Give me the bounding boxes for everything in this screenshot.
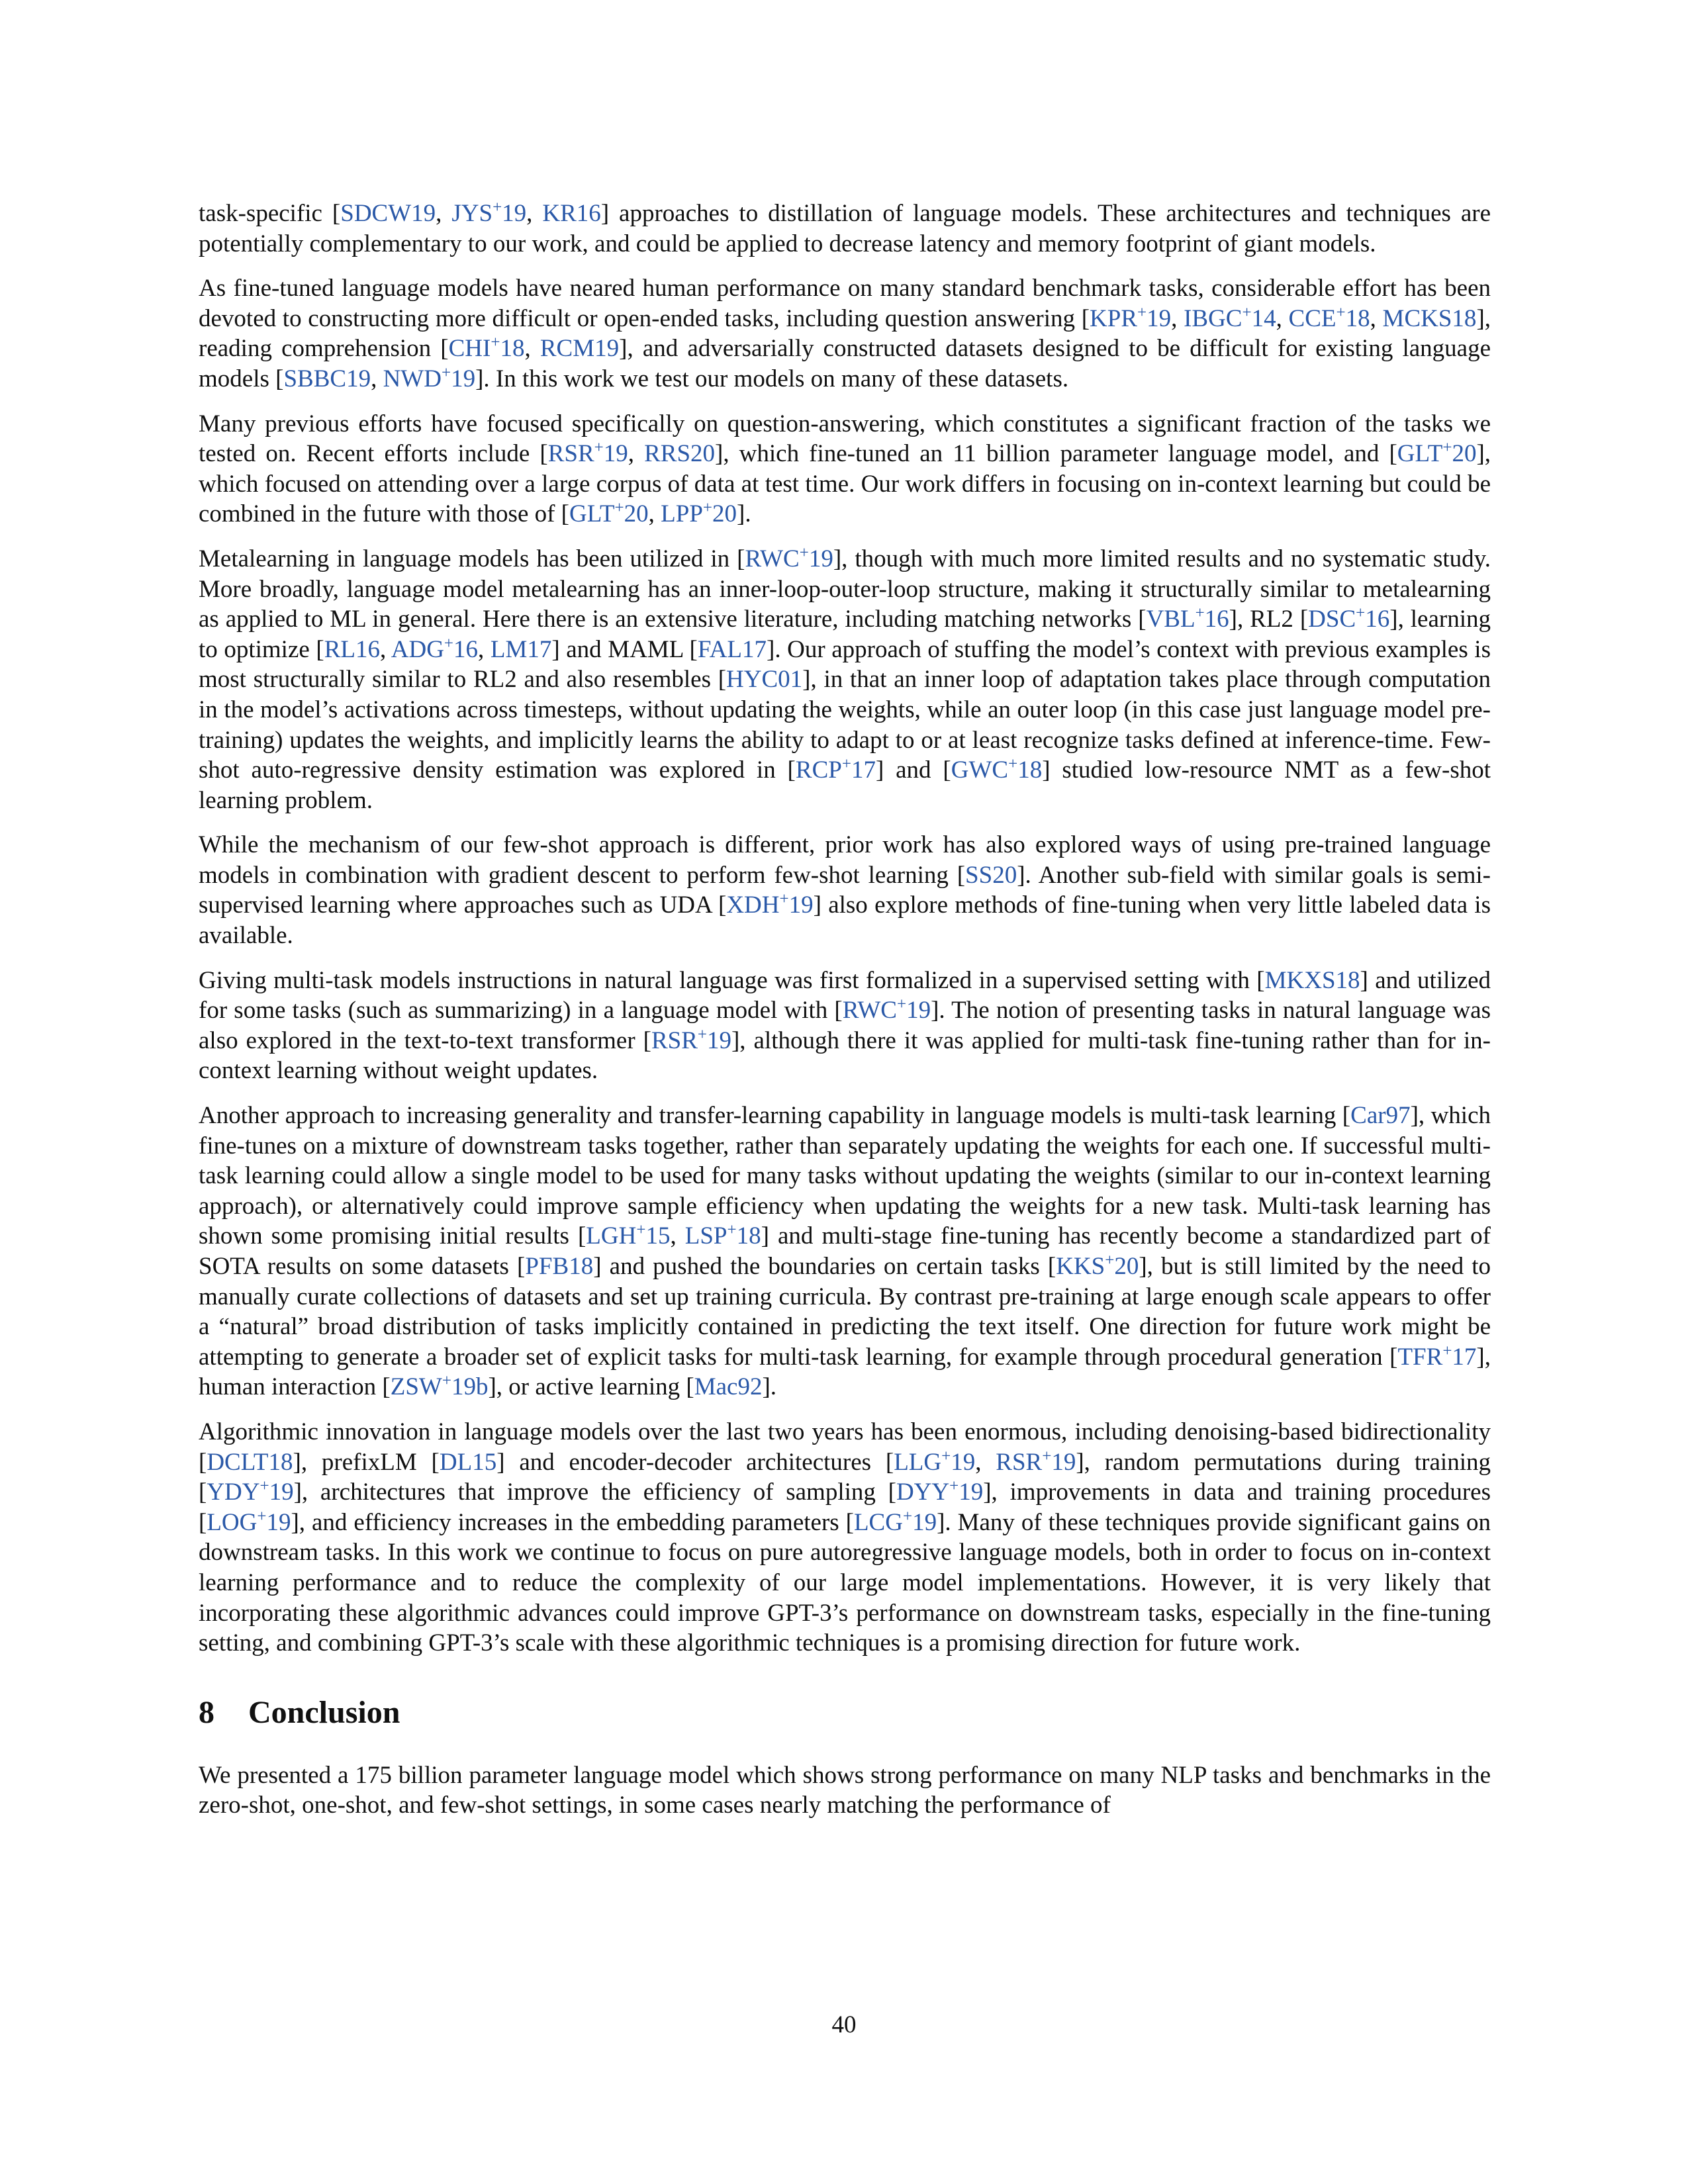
citation-superscript: + xyxy=(259,1477,269,1496)
citation-key: LLG xyxy=(894,1448,942,1476)
paragraph-text: ]. The notion of presenting tasks in natural language was also explored in the text-to-text transformer [ xyxy=(199,997,1491,1054)
citation-year: 18 xyxy=(1017,756,1043,784)
citation-link[interactable] xyxy=(1397,440,1477,467)
citation-key: PFB18 xyxy=(525,1253,594,1280)
citation-key: YDY xyxy=(207,1479,260,1506)
citation-link[interactable] xyxy=(569,500,649,527)
citation-link[interactable] xyxy=(207,1509,291,1536)
paragraph-text: ], random permutations during training [ xyxy=(199,1448,1491,1506)
citation-year: 19 xyxy=(269,1479,294,1506)
citation-key: LSP xyxy=(684,1222,727,1250)
citation-link[interactable] xyxy=(951,756,1042,784)
paragraph xyxy=(199,1417,1491,1659)
citation-superscript: + xyxy=(1356,604,1366,623)
paragraph-text: We presented a 175 billion parameter language model which shows strong performance on many NLP tasks and benchmarks in the zero-shot, one-shot, and few-shot settings, in some cases nearly matching the performance of xyxy=(199,1761,1491,1819)
paragraph-text: Another approach to increasing generality and transfer-learning capability in language models is multi-task learning [ xyxy=(199,1102,1351,1130)
citation-link[interactable] xyxy=(685,1222,761,1250)
citation-year: 19 xyxy=(912,1508,937,1536)
citation-year: 16 xyxy=(1365,606,1390,633)
citation-superscript: + xyxy=(491,334,500,352)
citation-link[interactable] xyxy=(525,1253,593,1280)
paragraph-text: ], learning to optimize [ xyxy=(199,606,1491,663)
paragraph-text: ] and utilized for some tasks (such as summarizing) in a language model with [ xyxy=(199,966,1491,1024)
citation-superscript: + xyxy=(492,199,502,216)
citation-key: KR16 xyxy=(542,200,601,227)
citation-year: 19 xyxy=(808,545,833,572)
citation-link[interactable] xyxy=(694,1373,763,1400)
paragraph-text: ], reading comprehension [ xyxy=(199,304,1491,363)
citation-year: 18 xyxy=(500,335,525,363)
citation-link[interactable] xyxy=(661,500,737,527)
citation-superscript: + xyxy=(594,439,604,457)
citation-year: 16 xyxy=(1204,606,1229,633)
citation-superscript: + xyxy=(1442,439,1452,457)
citation-year: 19 xyxy=(451,365,476,392)
citation-key: XDH xyxy=(726,891,780,919)
paragraph-text: ] also explore methods of fine-tuning when very little labeled data is available. xyxy=(199,891,1491,950)
paragraph-text: ] and [ xyxy=(875,756,951,784)
paragraph-text: Giving multi-task models instructions in natural language was first formalized in a supervised setting with [ xyxy=(199,966,1265,994)
citation-key: RRS20 xyxy=(644,440,716,468)
citation-superscript: + xyxy=(799,543,809,562)
paragraph-text: ], and efficiency increases in the embedding parameters [ xyxy=(291,1508,854,1536)
citation-key: MKXS18 xyxy=(1264,966,1360,994)
citation-link[interactable] xyxy=(283,365,371,392)
citation-superscript: + xyxy=(257,1507,267,1525)
citation-superscript: + xyxy=(1137,303,1147,322)
citation-link[interactable] xyxy=(1056,1253,1139,1280)
citation-key: HYC01 xyxy=(726,666,803,694)
citation-link[interactable] xyxy=(586,1222,670,1250)
paragraph-text: ], improvements in data and training procedures [ xyxy=(199,1479,1491,1536)
citation-superscript: + xyxy=(636,1221,646,1240)
paragraph xyxy=(199,1760,1491,1821)
paragraph-text: ] and multi-stage fine-tuning has recently become a standardized part of SOTA results on some datasets [ xyxy=(199,1222,1491,1280)
citation-link[interactable] xyxy=(391,1373,489,1400)
paragraph-text: ], or active learning [ xyxy=(488,1373,694,1401)
citation-link[interactable] xyxy=(1090,305,1171,332)
paragraph-text: ] and pushed the boundaries on certain tasks [ xyxy=(593,1253,1056,1280)
citation-year: 19 xyxy=(788,891,814,919)
citation-superscript: + xyxy=(1042,1447,1052,1465)
citation-link[interactable] xyxy=(896,1479,983,1506)
paragraph-text: ], although there it was applied for multi-task fine-tuning rather than for in-context learning without weight updates. xyxy=(199,1026,1491,1085)
paragraph-text: ]. xyxy=(737,500,751,528)
citation-key: SS20 xyxy=(965,861,1017,889)
citation-key: Mac92 xyxy=(694,1373,763,1401)
paragraph-text: , xyxy=(379,635,391,663)
citation-year: 20 xyxy=(1114,1253,1139,1280)
paragraph-text: ], which focused on attending over a large corpus of data at test time. Our work differs in focusing on in-context learning but could be combined in the future with those of [ xyxy=(199,440,1491,528)
citation-link[interactable] xyxy=(1289,305,1370,332)
citation-year: 20 xyxy=(624,500,649,528)
paragraph-text: ]. xyxy=(762,1373,777,1401)
citation-year: 16 xyxy=(453,635,479,663)
citation-link[interactable] xyxy=(207,1479,293,1506)
related-work-paragraphs xyxy=(199,199,1491,1659)
paragraph-text: , xyxy=(524,335,540,363)
citation-superscript: + xyxy=(697,1025,707,1044)
citation-year: 17 xyxy=(1452,1343,1477,1371)
citation-link[interactable] xyxy=(644,440,715,467)
citation-key: RCP xyxy=(795,756,842,784)
citation-year: 15 xyxy=(645,1222,671,1250)
paragraph-text: , xyxy=(1171,304,1184,332)
paragraph-text: As fine-tuned language models have neared human performance on many standard benchmark tasks, considerable effort has been devoted to constructing more difficult or open-ended tasks, including question answering [ xyxy=(199,275,1491,332)
citation-key: GWC xyxy=(951,756,1009,784)
citation-superscript: + xyxy=(941,1447,951,1465)
citation-link[interactable] xyxy=(391,636,478,663)
citation-link[interactable] xyxy=(843,997,931,1024)
citation-superscript: + xyxy=(1242,303,1252,322)
citation-key: ZSW xyxy=(390,1373,442,1401)
citation-link[interactable] xyxy=(726,891,813,919)
paragraph-text: ], and adversarially constructed datasets designed to be difficult for existing language models [ xyxy=(199,335,1491,392)
paragraph-text: , xyxy=(1276,304,1289,332)
citation-key: DL15 xyxy=(439,1448,497,1476)
citation-year: 19 xyxy=(266,1508,291,1536)
paragraph-text: ], in that an inner loop of adaptation takes place through computation in the model’s activations across timesteps, without updating the weights, while an outer loop (in this case just language model pre-training) updates the weights, and implicitly learns the ability to adapt to or at least recognize tasks defined at inference-time. Few-shot auto-regressive density estimation was explored in [ xyxy=(199,666,1491,784)
citation-link[interactable] xyxy=(965,862,1017,889)
citation-key: TFR xyxy=(1397,1343,1443,1371)
citation-key: LGH xyxy=(586,1222,637,1250)
paragraph-text: , xyxy=(628,440,645,468)
citation-link[interactable] xyxy=(207,1449,293,1476)
paragraph-text: ] approaches to distillation of language models. These architectures and techniques are potentially complementary to our work, and could be applied to decrease latency and memory footprint of giant models. xyxy=(199,200,1491,257)
paragraph-text: ]. Another sub-field with similar goals is semi-supervised learning where approaches such as UDA [ xyxy=(199,861,1491,919)
citation-link[interactable] xyxy=(548,440,628,467)
citation-key: CCE xyxy=(1288,304,1336,332)
citation-year: 19 xyxy=(906,997,931,1024)
citation-key: LM17 xyxy=(490,635,552,663)
citation-link[interactable] xyxy=(894,1449,975,1476)
citation-link[interactable] xyxy=(440,1449,496,1476)
paragraph-text: , xyxy=(478,635,491,663)
paragraph xyxy=(199,273,1491,394)
paragraph-text: Algorithmic innovation in language models over the last two years has been enormous, including denoising-based bidirectionality [ xyxy=(199,1418,1491,1476)
citation-superscript: + xyxy=(841,755,851,774)
citation-key: GLT xyxy=(569,500,615,528)
citation-key: MCKS18 xyxy=(1382,304,1477,332)
citation-key: RSR xyxy=(651,1026,698,1054)
citation-superscript: + xyxy=(614,499,624,518)
citation-link[interactable] xyxy=(796,756,876,784)
citation-superscript: + xyxy=(1336,303,1346,322)
citation-year: 19b xyxy=(451,1373,489,1401)
citation-key: LOG xyxy=(207,1508,258,1536)
paragraph-text: , xyxy=(371,365,383,392)
citation-year: 19 xyxy=(603,440,628,468)
paragraph xyxy=(199,544,1491,815)
citation-superscript: + xyxy=(896,995,907,1014)
citation-key: RWC xyxy=(842,997,897,1024)
paragraph xyxy=(199,966,1491,1086)
citation-key: ADG xyxy=(391,635,444,663)
citation-link[interactable] xyxy=(451,200,526,227)
citation-link[interactable] xyxy=(449,335,525,362)
citation-key: VBL xyxy=(1146,606,1196,633)
paragraph-text: ], human interaction [ xyxy=(199,1343,1491,1401)
paragraph-text: ], which fine-tuned an 11 billion parameter language model, and [ xyxy=(715,440,1397,468)
citation-superscript: + xyxy=(727,1221,737,1240)
citation-link[interactable] xyxy=(1308,606,1389,633)
paper-page xyxy=(199,199,1491,1835)
paragraph-text: ], prefixLM [ xyxy=(293,1448,440,1476)
section-title: Conclusion xyxy=(248,1694,400,1730)
citation-link[interactable] xyxy=(540,335,619,362)
citation-link[interactable] xyxy=(854,1509,937,1536)
citation-link[interactable] xyxy=(698,636,767,663)
paragraph-text: ]. In this work we test our models on many of these datasets. xyxy=(475,365,1069,392)
citation-key: DSC xyxy=(1308,606,1356,633)
citation-link[interactable] xyxy=(324,636,380,663)
citation-superscript: + xyxy=(1008,755,1018,774)
paragraph-text: , xyxy=(670,1222,685,1250)
citation-superscript: + xyxy=(902,1507,913,1525)
paragraph-text: , xyxy=(1370,304,1383,332)
paragraph-text: While the mechanism of our few-shot approach is different, prior work has also explored ways of using pre-trained language models in combination with gradient descent to perform few-shot learning [ xyxy=(199,831,1491,889)
citation-link[interactable] xyxy=(1350,1102,1410,1129)
paragraph-text: ] and MAML [ xyxy=(551,635,698,663)
paragraph-text: Many previous efforts have focused specifically on question-answering, which constitutes a significant fraction of the tasks we tested on. Recent efforts include [ xyxy=(199,410,1491,468)
citation-superscript: + xyxy=(1105,1251,1115,1269)
citation-key: RCM19 xyxy=(539,335,620,363)
paragraph-text: ] studied low-resource NMT as a few-shot learning problem. xyxy=(199,756,1491,814)
citation-year: 19 xyxy=(959,1479,984,1506)
paragraph-text: ], RL2 [ xyxy=(1229,606,1309,633)
paragraph xyxy=(199,409,1491,529)
citation-link[interactable] xyxy=(745,545,833,572)
citation-link[interactable] xyxy=(1397,1343,1476,1371)
citation-link[interactable] xyxy=(1147,606,1229,633)
citation-key: RSR xyxy=(547,440,594,468)
citation-link[interactable] xyxy=(996,1449,1076,1476)
conclusion-paragraphs xyxy=(199,1760,1491,1821)
citation-key: DCLT18 xyxy=(207,1448,293,1476)
citation-year: 14 xyxy=(1251,304,1276,332)
paragraph-text: ] and encoder-decoder architectures [ xyxy=(496,1448,894,1476)
citation-year: 20 xyxy=(1452,440,1477,468)
citation-key: GLT xyxy=(1397,440,1443,468)
citation-year: 18 xyxy=(736,1222,761,1250)
citation-year: 19 xyxy=(1147,304,1172,332)
citation-link[interactable] xyxy=(651,1027,731,1054)
citation-superscript: + xyxy=(702,499,713,518)
citation-key: RSR xyxy=(996,1448,1043,1476)
citation-superscript: + xyxy=(1442,1342,1452,1360)
citation-year: 20 xyxy=(712,500,737,528)
paragraph-text: , xyxy=(648,500,661,528)
citation-superscript: + xyxy=(444,634,454,653)
citation-key: NWD xyxy=(383,365,442,392)
citation-key: LCG xyxy=(853,1508,903,1536)
citation-key: JYS xyxy=(451,200,493,227)
citation-year: 17 xyxy=(851,756,876,784)
citation-year: 18 xyxy=(1345,304,1370,332)
paragraph-text: ], architectures that improve the efficiency of sampling [ xyxy=(293,1479,896,1506)
paragraph xyxy=(199,199,1491,259)
citation-link[interactable] xyxy=(542,200,600,227)
citation-year: 19 xyxy=(502,200,527,227)
paragraph-text: ]. Our approach of stuffing the model’s context with previous examples is most structurally similar to RL2 and also resembles [ xyxy=(199,635,1491,694)
paragraph-text: task-specific [ xyxy=(199,200,341,227)
citation-key: KKS xyxy=(1056,1253,1105,1280)
citation-key: RL16 xyxy=(324,635,380,663)
citation-year: 19 xyxy=(951,1448,976,1476)
citation-key: IBGC xyxy=(1184,304,1243,332)
section-number: 8 xyxy=(199,1694,214,1730)
paragraph-text: , xyxy=(436,200,452,227)
paragraph xyxy=(199,1101,1491,1402)
paragraph-text: ], but is still limited by the need to manually curate collections of datasets and set up training curricula. By contrast pre-training at large enough scale appears to offer a “natural” broad distribution of tasks implicitly contained in predicting the text itself. One direction for future work might be attempting to generate a broader set of explicit tasks for multi-task learning, for example through procedural generation [ xyxy=(199,1253,1491,1371)
paragraph-text: ]. Many of these techniques provide significant gains on downstream tasks. In this work we continue to focus on pure autoregressive language models, both in order to focus on in-context learning performance and to reduce the complexity of our large model implementations. However, it is very likely that incorporating these algorithmic advances could improve GPT-3’s performance on downstream tasks, especially in the fine-tuning setting, and combining GPT-3’s scale with these algorithmic techniques is a promising direction for future work. xyxy=(199,1508,1491,1657)
citation-link[interactable] xyxy=(340,200,436,227)
citation-superscript: + xyxy=(441,363,451,382)
citation-key: SBBC19 xyxy=(283,365,371,392)
citation-year: 19 xyxy=(1051,1448,1076,1476)
citation-link[interactable] xyxy=(491,636,552,663)
citation-superscript: + xyxy=(442,1372,451,1390)
citation-year: 19 xyxy=(706,1026,731,1054)
citation-link[interactable] xyxy=(383,365,475,392)
citation-superscript: + xyxy=(949,1477,959,1496)
citation-key: RWC xyxy=(745,545,800,572)
paragraph-text: , xyxy=(526,200,543,227)
citation-link[interactable] xyxy=(1383,305,1477,332)
citation-key: KPR xyxy=(1090,304,1138,332)
citation-superscript: + xyxy=(1195,604,1205,623)
citation-link[interactable] xyxy=(726,666,802,693)
citation-key: DYY xyxy=(896,1479,950,1506)
citation-key: Car97 xyxy=(1350,1102,1411,1130)
citation-link[interactable] xyxy=(1184,305,1276,332)
paragraph-text: , xyxy=(975,1448,996,1476)
page-number: 40 xyxy=(831,2011,857,2038)
citation-link[interactable] xyxy=(1265,967,1360,994)
paragraph-text: ], though with much more limited results and no systematic study. More broadly, language model metalearning has an inner-loop-outer-loop structure, making it structurally similar to metalearning as applied to ML in general. Here there is an extensive literature, including matching networks [ xyxy=(199,545,1491,633)
citation-key: CHI xyxy=(448,335,491,363)
citation-key: FAL17 xyxy=(697,635,767,663)
citation-superscript: + xyxy=(779,890,789,909)
citation-key: LPP xyxy=(661,500,703,528)
section-heading xyxy=(199,1694,1491,1731)
paragraph-text: Metalearning in language models has been utilized in [ xyxy=(199,545,745,572)
citation-key: SDCW19 xyxy=(340,200,436,227)
paragraph-text: ], which fine-tunes on a mixture of downstream tasks together, rather than separately updating the weights for each one. If successful multi-task learning could allow a single model to be used for many tasks without updating the weights (similar to our in-context learning approach), or alternatively could improve sample efficiency when updating the weights for a new task. Multi-task learning has shown some promising initial results [ xyxy=(199,1102,1491,1250)
paragraph xyxy=(199,830,1491,950)
